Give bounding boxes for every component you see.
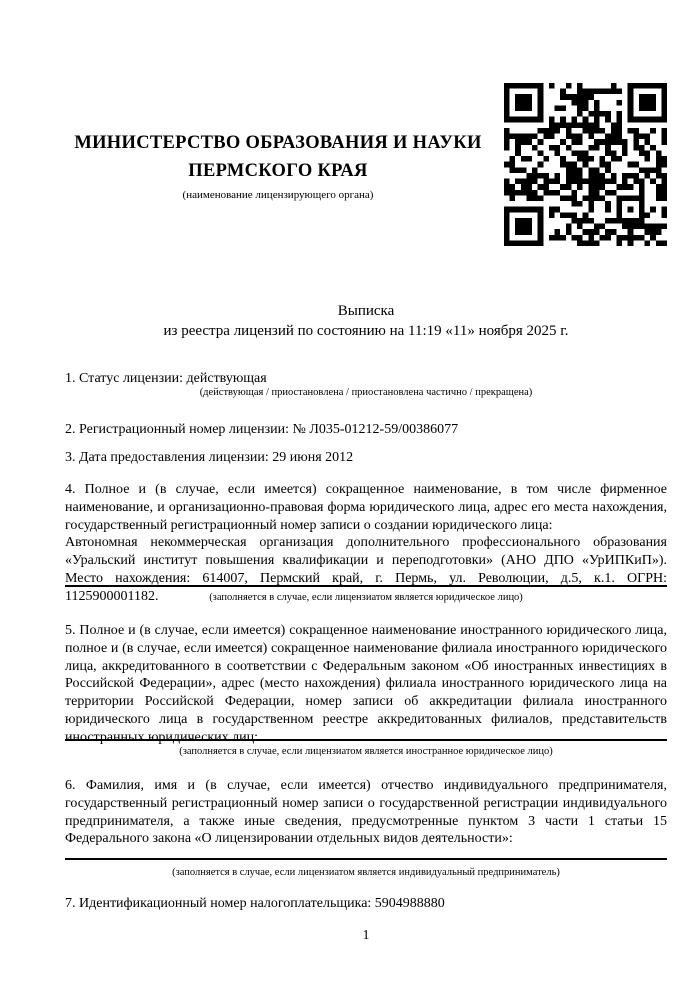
grant-date-text: 3. Дата предоставления лицензии: 29 июня 2012 <box>65 450 354 465</box>
reg-number-text: 2. Регистрационный номер лицензии: № Л035-01212-59/00386077 <box>65 422 459 437</box>
legal-entity-fill-line <box>65 585 667 587</box>
title-line2: из реестра лицензий по состоянию на 11:19 «11» ноября 2025 г. <box>163 323 569 339</box>
section-grant-date <box>65 449 667 467</box>
qr-code <box>504 83 667 246</box>
legal-entity-question: 4. Полное и (в случае, если имеется) сокращенное наименование, в том числе фирменное наименование, и организационно-правовая форма юридического лица, адрес его места нахождения, государственный регистрационный номер записи о создании юридического лица: <box>65 482 667 533</box>
section-individual <box>65 777 667 848</box>
ministry-header <box>65 129 491 202</box>
section-inn <box>65 895 667 913</box>
status-text: 1. Статус лицензии: действующая <box>65 371 267 386</box>
foreign-entity-caption: (заполняется в случае, если лицензиатом является иностранное юридическое лицо) <box>179 746 553 757</box>
individual-caption: (заполняется в случае, если лицензиатом является индивидуальный предприниматель) <box>172 867 560 878</box>
section-foreign-entity <box>65 622 667 747</box>
status-caption: (действующая / приостановлена / приостановлена частично / прекращена) <box>199 387 533 398</box>
document-title <box>65 301 667 341</box>
page-number: 1 <box>362 928 370 943</box>
individual-question: 6. Фамилия, имя и (в случае, если имеется) отчество индивидуального предпринимателя, государственный регистрационный номер записи о государственной регистрации индивидуального предпринимателя, а также иные сведения, предусмотренные пунктом 3 части 1 статьи 15 Федерального закона «О лицензировании отдельных видов деятельности»: <box>65 778 667 847</box>
section-reg-number <box>65 421 667 439</box>
individual-fill-line <box>65 858 667 860</box>
legal-entity-answer: Автономная некоммерческая организация дополнительного профессионального образования «Уральский институт повышения квалификации и переподготовки» (АНО ДПО «УрИПКиП»). Место нахождения: 614007, Пермский край, г. Пермь, ул. Революции, д.5, к.1. ОГРН: 1125900001182. <box>65 535 667 604</box>
legal-entity-caption: (заполняется в случае, если лицензиатом является юридическое лицо) <box>209 592 523 603</box>
title-line1: Выписка <box>337 303 395 319</box>
ministry-caption: (наименование лицензирующего органа) <box>182 189 374 201</box>
ministry-name-line1: МИНИСТЕРСТВО ОБРАЗОВАНИЯ И НАУКИ <box>74 133 482 153</box>
ministry-name-line2: ПЕРМСКОГО КРАЯ <box>188 161 368 181</box>
qr-code-image <box>504 83 667 246</box>
inn-text: 7. Идентификационный номер налогоплательщика: 5904988880 <box>65 896 445 911</box>
foreign-entity-question: 5. Полное и (в случае, если имеется) сокращенное наименование иностранного юридического лица, полное и (в случае, если имеется) сокращенное наименование филиала иностранного юридического лица, аккредитованного в соответствии с Федеральным законом «Об иностранных инвестициях в Российской Федерации», адрес (место нахождения) филиала иностранного юридического лица на территории Российской Федерации, номер записи об аккредитации филиала иностранного юридического лица в государственном реестре аккредитованных филиалов, представительств иностранных юридических лиц: <box>65 623 667 745</box>
foreign-entity-fill-line <box>65 739 667 741</box>
